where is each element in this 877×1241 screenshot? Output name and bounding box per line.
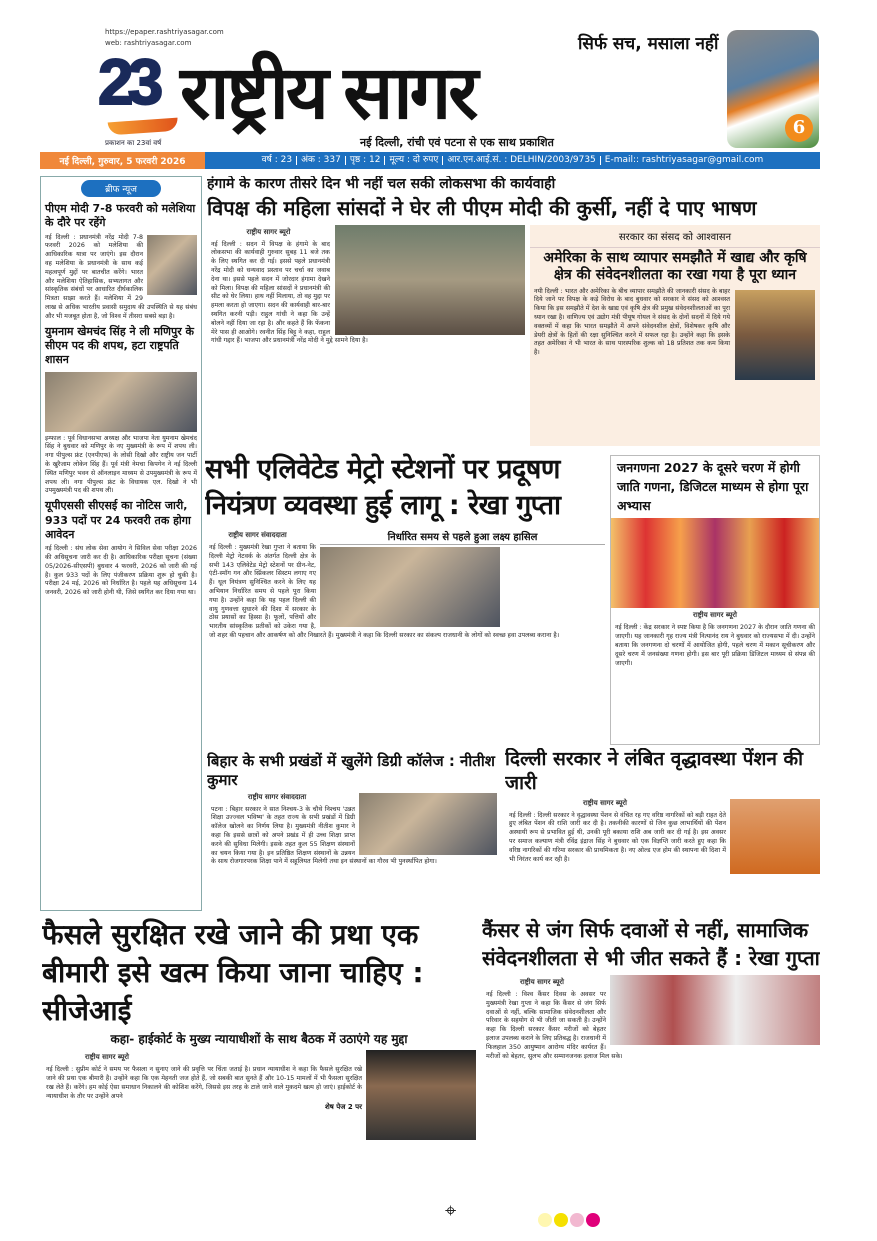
minister-photo (730, 799, 820, 874)
bihar-body: पटना : बिहार सरकार ने सात निश्चय-3 के चौथे निश्चय 'उन्नत शिक्षा उज्ज्वल भविष्य' के तहत राज्य के सभी प्रखंडों में डिग्री कॉलेज खोलने का निर्णय लिया है। मुख्यमंत्री नीतीश कुमार ने कहा कि इससे छात्रों को अपने प्रखंड में ही उच्च शिक्षा प्राप्त करने की सुविधा मिलेगी। इसके तहत कुल 55 शिक्षण संस्थानों का चयन किया गया है। इन प्रतिष्ठित शिक्षण संस्थानों के उन्नयन के साथ रोजगारपरक शिक्षा पाने में सहूलियत मिलेगी तथा इन संस्थानों का गौरव भी पुनर्स्थापित होगा। (211, 805, 437, 866)
metro-body: नई दिल्ली : मुख्यमंत्री रेखा गुप्ता ने बताया कि दिल्ली मेट्रो नेटवर्क के अंतर्गत दिल्ली क्षेत्र के सभी 143 एलिवेटेड मेट्रो स्टेशनों पर ग्रीन-नेट, एंटी-स्मॉग गन और स्प्रिंकलर सिस्टम लगाए गए हैं। धूल नियंत्रण सुनिश्चित करने के लिए यह अभियान निर्धारित समय से पहले पूरा किया गया है। उन्होंने कहा कि यह पहल दिल्ली की वायु गुणवत्ता सुधारने की दिशा में सरकार के ठोस प्रयासों का हिस्सा है। फूलों, पत्तियों और भारतीय सांस्कृतिक प्रतीकों को उकेरा गया है, जो शहर की पहचान और आकर्षण को और निखारते हैं। मुख्यमंत्री ने कहा कि दिल्ली सरकार का संकल्प राजधानी के लोगों को स्वच्छ हवा उपलब्ध कराना है। (209, 543, 560, 639)
edition-illustration (727, 30, 819, 148)
web-url[interactable]: web: rashtriyasagar.com (105, 39, 192, 47)
metro-area (205, 452, 605, 745)
tagline: सिर्फ सच, मसाला नहीं (578, 34, 719, 54)
cji-photo (366, 1050, 476, 1140)
cji-subhead: कहा- हाईकोर्ट के मुख्य न्यायाधीशों के साथ बैठक में उठाएंगे यह मुद्दा (110, 1032, 408, 1047)
piyush-goyal-photo (735, 290, 815, 380)
lead-body: नई दिल्ली : सदन में विपक्ष के हंगामे के बाद लोकसभा की कार्यवाही गुरुवार सुबह 11 बजे तक के लिए स्थगित कर दी गई। इससे पहले प्रधानमंत्री नरेंद्र मोदी को धन्यवाद प्रस्ताव पर चर्चा का जवाब देना था। इससे पहले सदन में जोरदार हंगामा देखने को मिला। विपक्ष की महिला सांसदों ने प्रधानमंत्री की सीट को घेर लिया। हाथ नहीं मिलाया, तो वह मुद्दा पर हमला करता हो जाएगा। सदन की कार्यवाही बार-बार स्थगित करनी पड़ी। राहुल गांधी ने कहा कि उन्हें बोलने नहीं दिया जा रहा है। और कहते हैं कि फेंकना मेरे पास ही आओगे। रवनीत सिंह बिट्टू ने कहा, राहुल गांधी गद्दार हैं। भाजपा और प्रधानमंत्री नरेंद्र मोदी ने मुद्दे सामने दिया है। (211, 240, 368, 345)
census-headline[interactable]: जनगणना 2027 के दूसरे चरण में होगी जाति गणना, डिजिटल माध्यम से होगा पूरा अभ्यास (617, 460, 809, 513)
info-rni: आर.एन.आई.सं. : DELHIN/2003/9735 (443, 156, 600, 165)
cji-byline: राष्ट्रीय सागर ब्यूरो (85, 1053, 129, 1062)
cji-area (42, 916, 476, 1194)
america-body: नयी दिल्ली : भारत और अमेरिका के बीच व्यापार समझौते की जानकारी संसद के बाहर दिये जाने पर विपक्ष के कड़े विरोध के बाद बुधवार को सरकार ने संसद को आश्वस्त किया कि इस समझौते में देश के खाद्य एवं कृषि क्षेत्र की प्रमुख संवेदनशीलताओं का पूरा ध्यान रखा है। वाणिज्य एवं उद्योग मंत्री पीयूष गोयल ने संसद के दोनों सदनों में दिये गये वक्तव्यों में कहा कि भारत समझौते में अपने संवेदनशील क्षेत्रों, विशेषकर कृषि और डेयरी क्षेत्रों के हितों की रक्षा सुनिश्चित करने में सफल रहा है। उन्होंने कहा कि इसके तहत अमेरिका ने भी भारत के साथ पारस्परिक शुल्क को 18 प्रतिशत तक कम किया है। (534, 287, 730, 357)
bihar-byline: राष्ट्रीय सागर संवाददाता (247, 792, 307, 801)
lead-area (207, 176, 820, 446)
census-byline: राष्ट्रीय सागर ब्यूरो (693, 611, 737, 620)
lead-kicker: हंगामे के कारण तीसरे दिन भी नहीं चल सकी लोकसभा की कार्यवाही (207, 176, 556, 192)
metro-byline: राष्ट्रीय सागर संवाददाता (228, 530, 287, 539)
info-issue: अंक : 337 (297, 156, 346, 165)
info-year: वर्ष : 23 (258, 156, 297, 165)
metro-story (205, 528, 605, 745)
info-price: मूल्य : दो रुपए (385, 156, 443, 165)
modi-photo (147, 235, 197, 295)
brief-news-label: ब्रीफ न्यूज (81, 180, 161, 197)
america-kicker: सरकार का संसद को आश्वासन (530, 225, 820, 248)
cancer-story (482, 975, 820, 1194)
publication-cities: नई दिल्ली, रांची एवं पटना से एक साथ प्रकाशित (360, 136, 554, 149)
pension-story (505, 748, 820, 910)
cancer-event-photo (610, 975, 820, 1045)
america-headline[interactable]: अमेरिका के साथ व्यापार समझौते में खाद्य और कृषि क्षेत्र की संवेदनशीलता का रखा गया है पूरा ध्यान (543, 249, 807, 283)
logo-swoosh-icon (108, 118, 179, 136)
cji-headline[interactable]: फैसले सुरक्षित रखे जाने की प्रथा एक बीमारी इसे खत्म किया जाना चाहिए : सीजेआई (42, 918, 424, 1027)
info-email[interactable]: E-mail:: rashtriyasagar@gmail.com (604, 155, 764, 165)
edition-badge: 6 (785, 114, 813, 142)
metro-headline[interactable]: सभी एलिवेटेड मेट्रो स्टेशनों पर प्रदूषण नियंत्रण व्यवस्था हुई लागू : रेखा गुप्ता (205, 454, 561, 522)
cancer-body: नई दिल्ली : विश्व कैंसर दिवस के अवसर पर मुख्यमंत्री रेखा गुप्ता ने कहा कि कैंसर से जंग सिर्फ दवाओं से नहीं, बल्कि सामाजिक संवेदनशीलता और परिवार के सहयोग से भी जीती जा सकती है। उन्होंने कहा कि दिल्ली सरकार कैंसर मरीजों को बेहतर इलाज उपलब्ध कराने के लिए प्रतिबद्ध है। राजधानी में फिलहाल 350 आयुष्मान आरोग्य मंदिर कार्यरत हैं। मरीजों को बेहतर, सुलभ और सम्मानजनक इलाज मिल सके। (486, 991, 623, 1060)
info-bar (40, 152, 820, 169)
cancer-byline: राष्ट्रीय सागर ब्यूरो (520, 978, 564, 986)
brief-body-1: नई दिल्ली : प्रधानमंत्री नरेंद्र मोदी 7-8 फरवरी 2026 को मलेशिया की आधिकारिक यात्रा पर जाएंगे। इस दौरान वह मलेशिया के प्रधानमंत्री के साथ कई महत्वपूर्ण मुद्दों पर बातचीत करेंगे। भारत और मलेशिया ऐतिहासिक, सभ्यतागत और सांस्कृतिक संबंधों पर आधारित दीर्घकालिक मित्रता साझा करते हैं। मलेशिया में 29 लाख से अधिक भारतीय प्रवासी समुदाय की उपस्थिति से यह संबंध और भी मजबूत होता है, जो विश्व में तीसरा सबसे बड़ा है। (45, 233, 197, 320)
america-trade-story (530, 225, 820, 447)
epaper-url[interactable]: https://epaper.rashtriyasagar.com (105, 28, 224, 36)
lok-sabha-photo (335, 225, 525, 335)
brief-news-column (40, 176, 202, 911)
people-illustration (611, 518, 819, 608)
nitish-kumar-photo (359, 793, 497, 855)
continued-link[interactable]: शेष पेज 2 पर (325, 1102, 362, 1111)
lead-headline[interactable]: विपक्ष की महिला सांसदों ने घेर ली पीएम मोदी की कुर्सी, नहीं दे पाए भाषण (207, 195, 757, 220)
bihar-headline[interactable]: बिहार के सभी प्रखंडों में खुलेंगे डिग्री कॉलेज : नीतीश कुमार (207, 752, 495, 789)
newspaper-title: राष्ट्रीय सागर (180, 51, 476, 134)
brief-body-2: इम्फाल : पूर्व विधानसभा अध्यक्ष और भाजपा नेता युमनाम खेमचंद सिंह ने बुधवार को मणिपुर के नए मुख्यमंत्री के रूप में शपथ ली। नगा पीपुल्स फ्रंट (एनपीएफ) के लोसी दिखो और राष्ट्रीय जन पार्टी के खुरैजाम लोकेन सिंह हैं। पूर्व मंत्री नेमचा किपगेन ने नई दिल्ली स्थित मणिपुर भवन से ऑनलाइन माध्यम से उपमुख्यमंत्री के रूप में शपथ ली। नगा पीपुल्स फ्रंट के विधायक एल. दिखो ने भी उपमुख्यमंत्री पद की शपथ ली। (45, 434, 197, 495)
lead-byline: राष्ट्रीय सागर ब्यूरो (246, 227, 291, 236)
manipur-oath-photo (45, 372, 197, 432)
anniversary-logo: 23 (98, 46, 158, 118)
info-pages: पृष्ठ : 12 (346, 156, 386, 165)
brief-headline-3[interactable]: यूपीएससी सीएसई का नोटिस जारी, 933 पदों पर 24 फरवरी तक होगा आवेदन (45, 499, 191, 541)
brief-headline-1[interactable]: पीएम मोदी 7-8 फरवरी को मलेशिया के दौरे पर रहेंगे (45, 202, 196, 230)
anniversary-caption: प्रकाशन का 23वां वर्ष (105, 139, 162, 147)
issue-date: नई दिल्ली, गुरुवार, 5 फरवरी 2026 (40, 152, 205, 169)
bihar-story (207, 752, 497, 910)
brief-body-3: नई दिल्ली : संघ लोक सेवा आयोग ने सिविल सेवा परीक्षा 2026 की अधिसूचना जारी कर दी है। आधिकारिक परीक्षा सूचना (संख्या 05/2026-सीएसपी) बुधवार 4 फरवरी, 2026 को जारी की गई है। कुल 933 पदों के लिए पंजीकरण प्रक्रिया शुरू हो चुकी है। परीक्षा 24 मई, 2026 को निर्धारित है। पहले यह अधिसूचना 14 जनवरी, 2026 को जारी होनी थी, जिसे स्थगित कर दिया गया था। (45, 545, 197, 597)
metro-photo-caption: निर्धारित समय से पहले हुआ लक्ष्य हासिल (320, 528, 605, 545)
cancer-headline[interactable]: कैंसर से जंग सिर्फ दवाओं से नहीं, सामाजिक संवेदनशीलता से भी जीत सकते हैं : रेखा गुप्ता (482, 918, 820, 970)
pension-body: नई दिल्ली : दिल्ली सरकार ने वृद्धावस्था पेंशन से वंचित रह गए वरिष्ठ नागरिकों को बड़ी राहत देते हुए लंबित पेंशन की राशि जारी कर दी है। तकनीकी कारणों से जिन कुछ लाभार्थियों की पेंशन अस्थायी रूप से प्रभावित हुई थी, उनकी पूरी बकाया राशि अब जारी कर दी गई है। इस अवसर पर समाज कल्याण मंत्री रविंद्र इंद्राज सिंह ने बुधवार को एक विज्ञप्ति जारी करते हुए कहा कि वरिष्ठ नागरिकों की गरिमा सरकार की प्राथमिकता है। नए ओल्ड एज होम की स्थापना की दिशा में भी निरंतर कार्य कर रही है। (509, 811, 726, 863)
cji-body: नई दिल्ली : सुप्रीम कोर्ट ने समय पर फैसला न सुनाए जाने की प्रवृत्ति पर चिंता जताई है। प्रधान न्यायाधीश ने कहा कि फैसले सुरक्षित रखे जाने की प्रथा एक बीमारी है। उन्होंने कहा कि एक मेहनती जज होते हैं, जो सबकी बात सुनते हैं और 10-15 मामलों में भी फैसला सुरक्षित रख लेते हैं। करेंगे। हम कोई ऐसा समाधान निकालने की कोशिश करेंगे, जिससे इस तरह के टाले जाने वाले मुकदमे खत्म हो जाएं। हाईकोर्ट के न्यायाधीश के तौर पर उन्होंने अपने (46, 1066, 362, 1100)
cancer-area (482, 916, 820, 1194)
brief-headline-2[interactable]: युमनाम खेमचंद सिंह ने ली मणिपुर के सीएम पद की शपथ, हटा राष्ट्रपति शासन (45, 324, 194, 367)
cji-story (42, 1050, 476, 1194)
lead-story (207, 225, 525, 447)
registration-mark-icon: ⌖ (445, 1198, 457, 1222)
color-calibration-dots (538, 1213, 600, 1227)
census-body: नई दिल्ली : केंद्र सरकार ने स्पष्ट किया है कि जनगणना 2027 के दौरान जाति गणना की जाएगी। यह जानकारी गृह राज्य मंत्री नित्यानंद राय ने बुधवार को राज्यसभा में दी। उन्होंने बताया कि जनगणना दो चरणों में आयोजित होगी, पहले चरण में मकान सूचीकरण और दूसरे चरण में जनसंख्या गणना होगी। इस बार पूरी प्रक्रिया डिजिटल माध्यम से संपन्न की जाएगी। (615, 624, 815, 667)
pension-headline[interactable]: दिल्ली सरकार ने लंबित वृद्धावस्था पेंशन की जारी (505, 748, 804, 794)
metro-photo (320, 547, 500, 627)
pension-byline: राष्ट्रीय सागर ब्यूरो (583, 798, 627, 807)
census-story (610, 455, 820, 745)
